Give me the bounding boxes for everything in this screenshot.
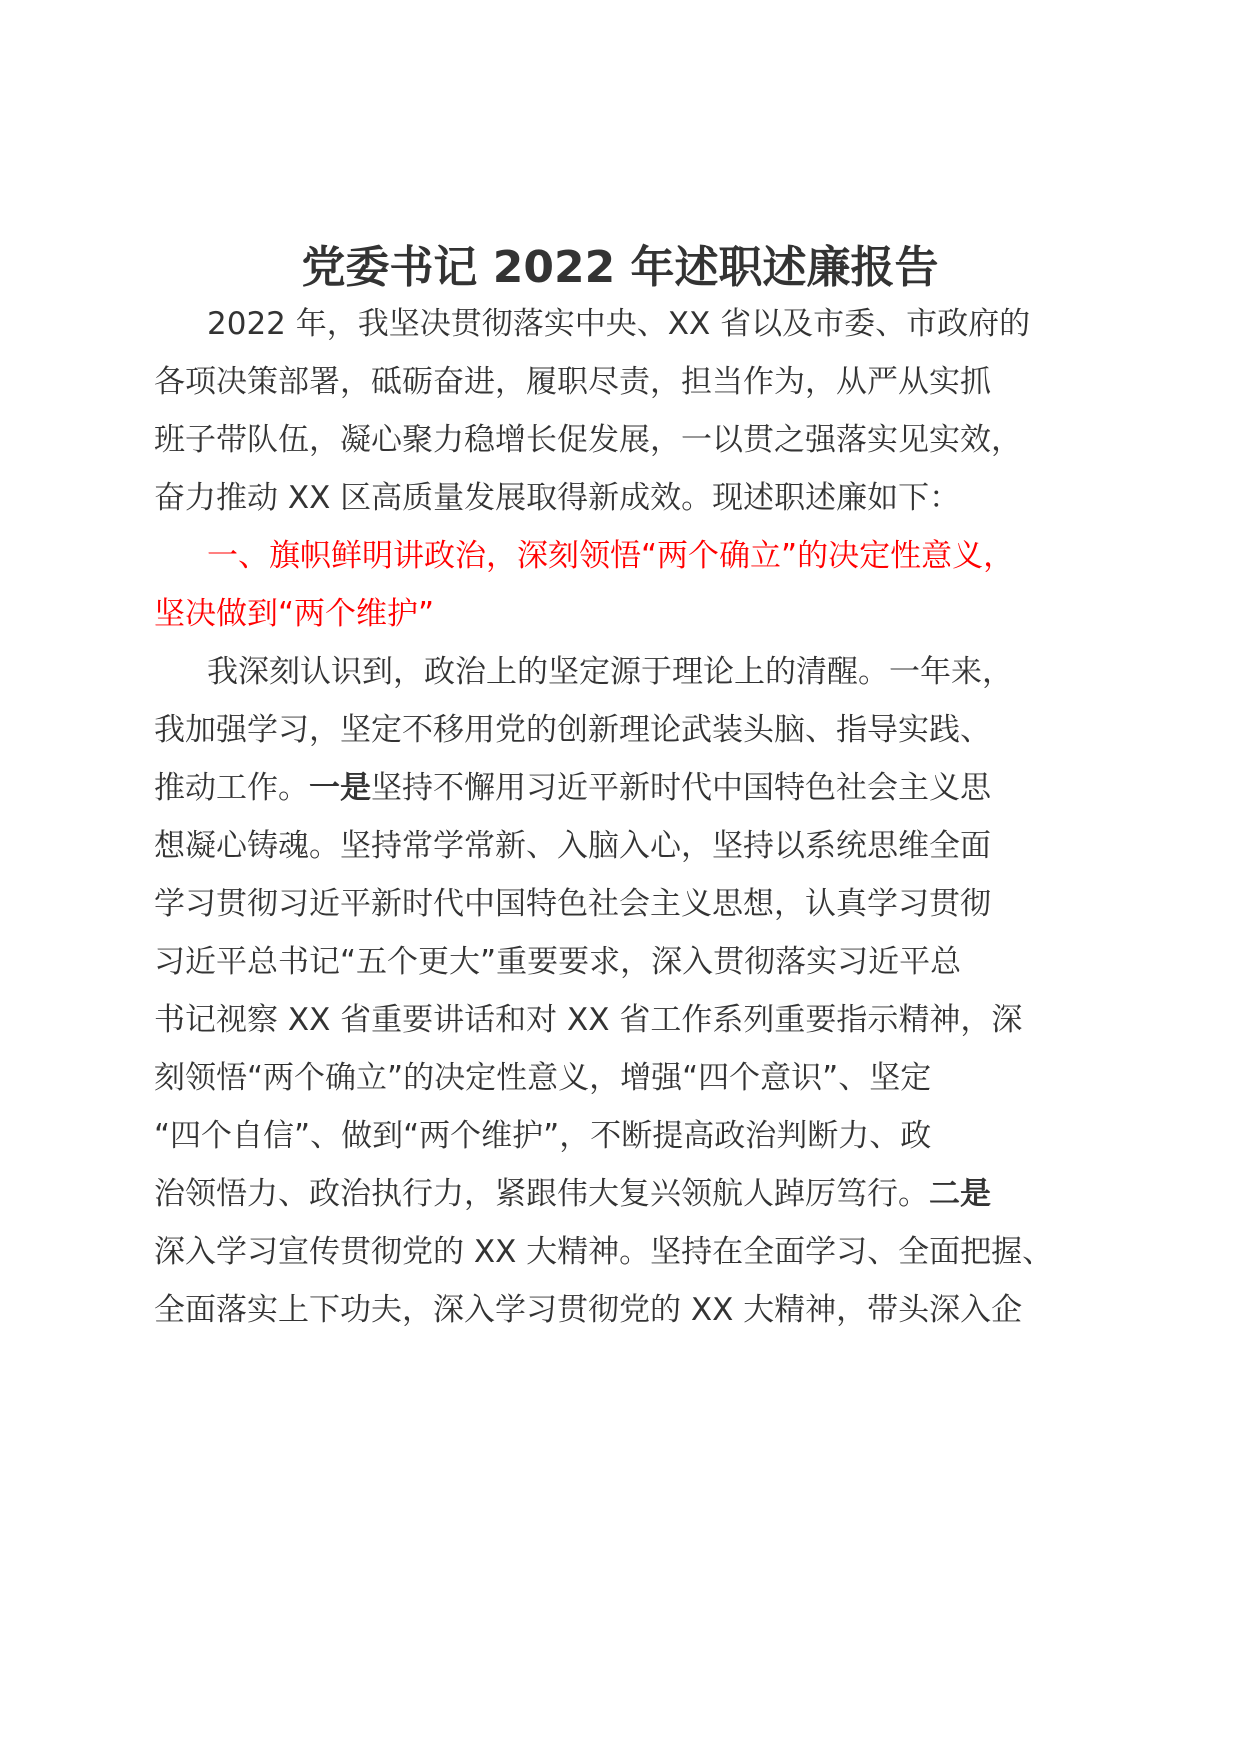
paragraph-line: 各项决策部署，砥砺奋进，履职尽责，担当作为，从严从实抓 bbox=[154, 364, 991, 400]
paragraph-line: 全面落实上下功夫，深入学习贯彻党的 XX 大精神，带头深入企 bbox=[154, 1292, 1023, 1328]
point-marker-second: 二是 bbox=[929, 1176, 991, 1212]
line-text: 推动工作。 bbox=[154, 770, 309, 806]
paragraph-line: 想凝心铸魂。坚持常学常新、入脑入心，坚持以系统思维全面 bbox=[154, 828, 991, 864]
paragraph-line: 书记视察 XX 省重要讲话和对 XX 省工作系列重要指示精神，深 bbox=[154, 1002, 1023, 1038]
paragraph-line: 我加强学习，坚定不移用党的创新理论武装头脑、指导实践、 bbox=[154, 712, 991, 748]
paragraph-line: 刻领悟“两个确立”的决定性意义，增强“四个意识”、坚定 bbox=[154, 1060, 932, 1096]
paragraph-line: 班子带队伍，凝心聚力稳增长促发展，一以贯之强落实见实效， bbox=[154, 422, 1022, 458]
section-heading-line: 一、旗帜鲜明讲政治，深刻领悟“两个确立”的决定性意义， bbox=[207, 538, 1015, 574]
document-title: 党委书记 2022 年述职述廉报告 bbox=[301, 242, 939, 293]
paragraph-line: 2022 年，我坚决贯彻落实中央、XX 省以及市委、市政府的 bbox=[207, 306, 1031, 342]
paragraph-line: “四个自信”、做到“两个维护”，不断提高政治判断力、政 bbox=[154, 1118, 932, 1154]
paragraph-line: 我深刻认识到，政治上的坚定源于理论上的清醒。一年来， bbox=[207, 654, 1013, 690]
line-text: 治领悟力、政治执行力，紧跟伟大复兴领航人踔厉笃行。 bbox=[154, 1176, 929, 1212]
paragraph-line: 深入学习宣传贯彻党的 XX 大精神。坚持在全面学习、全面把握、 bbox=[154, 1234, 1054, 1270]
paragraph-line bbox=[154, 766, 991, 810]
paragraph-line: 奋力推动 XX 区高质量发展取得新成效。现述职述廉如下： bbox=[154, 480, 961, 516]
point-marker-first: 一是 bbox=[309, 770, 371, 806]
paragraph-line: 学习贯彻习近平新时代中国特色社会主义思想，认真学习贯彻 bbox=[154, 886, 991, 922]
paragraph-line bbox=[154, 1172, 991, 1216]
paragraph-line: 习近平总书记“五个更大”重要要求，深入贯彻落实习近平总 bbox=[154, 944, 962, 980]
section-heading-line: 坚决做到“两个维护” bbox=[154, 596, 435, 632]
line-text: 坚持不懈用习近平新时代中国特色社会主义思 bbox=[371, 770, 991, 806]
